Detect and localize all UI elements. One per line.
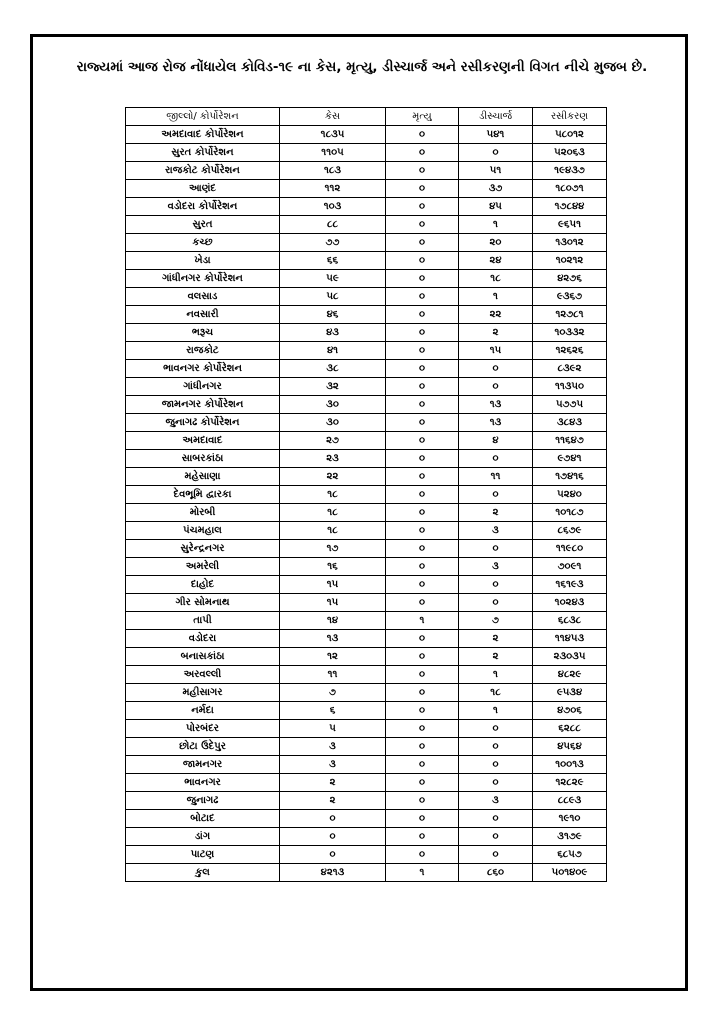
cell-deaths: ૦: [386, 144, 459, 162]
cell-deaths: ૦: [386, 558, 459, 576]
table-row: [126, 216, 607, 234]
cell-discharge: ૦: [459, 594, 533, 612]
cell-district: જામનગર કોર્પોરેશન: [126, 396, 280, 414]
cell-deaths: ૦: [386, 576, 459, 594]
table-row: [126, 378, 607, 396]
cell-vaccination: ૧૭૮૪૪: [533, 198, 607, 216]
cell-cases: ૫૯: [280, 270, 386, 288]
table-row: [126, 702, 607, 720]
cell-vaccination: ૪૭૦૬: [533, 702, 607, 720]
cell-discharge: ૮૬૦: [459, 864, 533, 882]
cell-district: વલસાડ: [126, 288, 280, 306]
cell-district: દેવભૂમિ દ્વારકા: [126, 486, 280, 504]
cell-cases: ૫૮: [280, 288, 386, 306]
cell-cases: ૦: [280, 846, 386, 864]
cell-cases: ૨: [280, 792, 386, 810]
cell-district: ભાવનગર: [126, 774, 280, 792]
cell-deaths: ૧: [386, 864, 459, 882]
cell-district: ભરૂચ: [126, 324, 280, 342]
cell-vaccination: ૬૮૫૭: [533, 846, 607, 864]
cell-cases: ૪૬: [280, 306, 386, 324]
cell-vaccination: ૧૨૭૮૧: [533, 306, 607, 324]
cell-vaccination: ૯૩૬૭: [533, 288, 607, 306]
header-vaccination: રસીકરણ: [533, 108, 607, 126]
cell-discharge: ૨: [459, 324, 533, 342]
cell-discharge: ૨: [459, 648, 533, 666]
cell-cases: ૬૬: [280, 252, 386, 270]
cell-discharge: ૩: [459, 792, 533, 810]
cell-district: નવસારી: [126, 306, 280, 324]
cell-district: પાટણ: [126, 846, 280, 864]
cell-cases: ૭: [280, 684, 386, 702]
cell-deaths: ૦: [386, 306, 459, 324]
cell-deaths: ૦: [386, 450, 459, 468]
cell-discharge: ૧૮: [459, 684, 533, 702]
table-row: [126, 126, 607, 144]
cell-deaths: ૦: [386, 720, 459, 738]
cell-vaccination: ૪૫૬૪: [533, 738, 607, 756]
table-row: [126, 810, 607, 828]
cell-cases: ૨૭: [280, 432, 386, 450]
cell-discharge: ૧૧: [459, 468, 533, 486]
cell-district: પોરબંદર: [126, 720, 280, 738]
cell-deaths: ૦: [386, 468, 459, 486]
table-row: [126, 450, 607, 468]
cell-cases: ૧૧૨: [280, 180, 386, 198]
cell-district: સુરત: [126, 216, 280, 234]
cell-deaths: ૦: [386, 252, 459, 270]
cell-discharge: ૦: [459, 720, 533, 738]
table-row: [126, 180, 607, 198]
cell-discharge: ૩: [459, 522, 533, 540]
cell-vaccination: ૬૮૩૮: [533, 612, 607, 630]
table-row: [126, 558, 607, 576]
cell-district: કુલ: [126, 864, 280, 882]
cell-vaccination: ૨૩૦૩૫: [533, 648, 607, 666]
cell-discharge: ૦: [459, 774, 533, 792]
cell-district: અમદાવાદ: [126, 432, 280, 450]
cell-district: કચ્છ: [126, 234, 280, 252]
cell-cases: ૨: [280, 774, 386, 792]
cell-cases: ૧૬: [280, 558, 386, 576]
cell-cases: ૩૦: [280, 414, 386, 432]
table-row: [126, 162, 607, 180]
table-row: [126, 576, 607, 594]
table-row: [126, 234, 607, 252]
header-district: જીલ્લો/ કોર્પોરેશન: [126, 108, 280, 126]
cell-discharge: ૧: [459, 216, 533, 234]
cell-vaccination: ૭૦૯૧: [533, 558, 607, 576]
cell-cases: ૧૧: [280, 666, 386, 684]
cell-discharge: ૫૪૧: [459, 126, 533, 144]
cell-discharge: ૪૫: [459, 198, 533, 216]
cell-deaths: ૦: [386, 774, 459, 792]
cell-vaccination: ૫૭૭૫: [533, 396, 607, 414]
cell-district: વડોદરા: [126, 630, 280, 648]
cell-deaths: ૦: [386, 702, 459, 720]
cell-cases: ૩૦: [280, 396, 386, 414]
cell-deaths: ૦: [386, 630, 459, 648]
table-row: [126, 540, 607, 558]
cell-vaccination: ૧૮૦૭૧: [533, 180, 607, 198]
cell-district: અમરેલી: [126, 558, 280, 576]
cell-vaccination: ૩૧૭૯: [533, 828, 607, 846]
cell-deaths: ૦: [386, 810, 459, 828]
table-row: [126, 270, 607, 288]
table-row: [126, 198, 607, 216]
cell-discharge: ૫૧: [459, 162, 533, 180]
cell-vaccination: ૫૮૦૧૨: [533, 126, 607, 144]
cell-deaths: ૦: [386, 792, 459, 810]
cell-cases: ૧૮૩: [280, 162, 386, 180]
cell-discharge: ૦: [459, 810, 533, 828]
cell-deaths: ૦: [386, 666, 459, 684]
cell-cases: ૧૫: [280, 594, 386, 612]
cell-cases: ૮૮: [280, 216, 386, 234]
cell-deaths: ૦: [386, 288, 459, 306]
cell-discharge: ૧: [459, 666, 533, 684]
cell-cases: ૩: [280, 756, 386, 774]
cell-deaths: ૦: [386, 522, 459, 540]
cell-deaths: ૦: [386, 378, 459, 396]
cell-vaccination: ૧૬૧૯૩: [533, 576, 607, 594]
table-row: [126, 432, 607, 450]
cell-discharge: ૦: [459, 738, 533, 756]
cell-district: ગીર સોમનાથ: [126, 594, 280, 612]
cell-vaccination: ૯૭૪૧: [533, 450, 607, 468]
cell-deaths: ૦: [386, 324, 459, 342]
cell-cases: ૧૭: [280, 540, 386, 558]
table-row: [126, 306, 607, 324]
cell-cases: ૧૮: [280, 504, 386, 522]
cell-discharge: ૧૩: [459, 414, 533, 432]
cell-vaccination: ૧૧૯૮૦: [533, 540, 607, 558]
cell-vaccination: ૧૦૨૧૨: [533, 252, 607, 270]
cell-district: ગાંધીનગર કોર્પોરેશન: [126, 270, 280, 288]
header-discharge: ડીસ્ચાર્જ: [459, 108, 533, 126]
table-row: [126, 738, 607, 756]
cell-cases: ૧૮: [280, 522, 386, 540]
table-row: [126, 612, 607, 630]
cell-deaths: ૦: [386, 234, 459, 252]
cell-cases: ૧૨: [280, 648, 386, 666]
cell-discharge: ૦: [459, 378, 533, 396]
cell-cases: ૧૫: [280, 576, 386, 594]
cell-vaccination: ૧૨૮૨૯: [533, 774, 607, 792]
cell-discharge: ૦: [459, 144, 533, 162]
table-row: [126, 288, 607, 306]
cell-vaccination: ૧૦૧૮૭: [533, 504, 607, 522]
cell-deaths: ૦: [386, 846, 459, 864]
cell-discharge: ૪: [459, 432, 533, 450]
cell-cases: ૧૮: [280, 486, 386, 504]
table-row: [126, 666, 607, 684]
cell-cases: ૩૨: [280, 378, 386, 396]
cell-deaths: ૦: [386, 756, 459, 774]
cell-district: સુરેન્દ્રનગર: [126, 540, 280, 558]
cell-district: બનાસકાંઠા: [126, 648, 280, 666]
cell-district: મોરબી: [126, 504, 280, 522]
cell-cases: ૧૩: [280, 630, 386, 648]
table-row: [126, 648, 607, 666]
table-row: [126, 828, 607, 846]
cell-deaths: ૦: [386, 126, 459, 144]
cell-cases: ૪૧: [280, 342, 386, 360]
table-header-row: [126, 108, 607, 126]
cell-cases: ૦: [280, 810, 386, 828]
cell-district: અરવલ્લી: [126, 666, 280, 684]
cell-district: જુનાગઢ: [126, 792, 280, 810]
cell-deaths: ૦: [386, 486, 459, 504]
table-row: [126, 846, 607, 864]
cell-vaccination: ૧૨૬૨૬: [533, 342, 607, 360]
cell-vaccination: ૧૭૪૧૬: [533, 468, 607, 486]
cell-deaths: ૦: [386, 162, 459, 180]
cell-district: ભાવનગર કોર્પોરેશન: [126, 360, 280, 378]
cell-district: રાજકોટ કોર્પોરેશન: [126, 162, 280, 180]
table-row: [126, 504, 607, 522]
cell-vaccination: ૧૩૦૧૨: [533, 234, 607, 252]
cell-vaccination: ૧૧૬૪૭: [533, 432, 607, 450]
cell-vaccination: ૮૮૯૩: [533, 792, 607, 810]
table-row: [126, 594, 607, 612]
cell-cases: ૧૮૩૫: [280, 126, 386, 144]
cell-district: નર્મદા: [126, 702, 280, 720]
cell-discharge: ૨૪: [459, 252, 533, 270]
cell-vaccination: ૧૦૩૩૨: [533, 324, 607, 342]
cell-discharge: ૧૩: [459, 396, 533, 414]
table-row: [126, 756, 607, 774]
cell-cases: ૦: [280, 828, 386, 846]
cell-cases: ૭૭: [280, 234, 386, 252]
cell-district: વડોદરા કોર્પોરેશન: [126, 198, 280, 216]
cell-district: સાબરકાંઠા: [126, 450, 280, 468]
cell-cases: ૫: [280, 720, 386, 738]
cell-district: દાહોદ: [126, 576, 280, 594]
cell-cases: ૧૪: [280, 612, 386, 630]
table-row: [126, 252, 607, 270]
cell-deaths: ૦: [386, 216, 459, 234]
cell-vaccination: ૧૯૪૩૭: [533, 162, 607, 180]
table-row: [126, 324, 607, 342]
cell-district: બોટાદ: [126, 810, 280, 828]
cell-cases: ૩૮: [280, 360, 386, 378]
cell-discharge: ૧: [459, 702, 533, 720]
cell-discharge: ૧: [459, 288, 533, 306]
table-row: [126, 486, 607, 504]
cell-vaccination: ૧૯૧૦: [533, 810, 607, 828]
cell-deaths: ૦: [386, 540, 459, 558]
cell-cases: ૪૨૧૩: [280, 864, 386, 882]
cell-district: સુરત કોર્પોરેશન: [126, 144, 280, 162]
cell-vaccination: ૧૧૪૫૩: [533, 630, 607, 648]
cell-deaths: ૦: [386, 198, 459, 216]
cell-deaths: ૦: [386, 648, 459, 666]
header-cases: કેસ: [280, 108, 386, 126]
cell-district: ડાંગ: [126, 828, 280, 846]
cell-district: છોટા ઉદેપુર: [126, 738, 280, 756]
table-row: [126, 630, 607, 648]
cell-vaccination: ૧૧૩૫૦: [533, 378, 607, 396]
table-row: [126, 468, 607, 486]
cell-deaths: ૦: [386, 828, 459, 846]
cell-discharge: ૨૨: [459, 306, 533, 324]
cell-discharge: ૩: [459, 558, 533, 576]
table-row: [126, 774, 607, 792]
table-body: [126, 126, 607, 882]
cell-vaccination: ૪૮૨૯: [533, 666, 607, 684]
cell-district: જામનગર: [126, 756, 280, 774]
cell-vaccination: ૯૬૫૧: [533, 216, 607, 234]
cell-district: આણંદ: [126, 180, 280, 198]
cell-discharge: ૨: [459, 504, 533, 522]
cell-cases: ૨૨: [280, 468, 386, 486]
table-row: [126, 720, 607, 738]
cell-cases: ૪૩: [280, 324, 386, 342]
cell-district: તાપી: [126, 612, 280, 630]
cell-deaths: ૦: [386, 504, 459, 522]
cell-district: મહીસાગર: [126, 684, 280, 702]
cell-deaths: ૦: [386, 414, 459, 432]
cell-vaccination: ૮૩૯૨: [533, 360, 607, 378]
cell-discharge: ૦: [459, 360, 533, 378]
cell-vaccination: ૬૨૮૮: [533, 720, 607, 738]
cell-deaths: ૦: [386, 738, 459, 756]
table-row: [126, 414, 607, 432]
cell-discharge: ૨૦: [459, 234, 533, 252]
cell-district: અમદાવાદ કોર્પોરેશન: [126, 126, 280, 144]
cell-discharge: ૦: [459, 846, 533, 864]
cell-district: ગાંધીનગર: [126, 378, 280, 396]
cell-discharge: ૦: [459, 540, 533, 558]
cell-vaccination: ૧૦૨૪૩: [533, 594, 607, 612]
table-row: [126, 684, 607, 702]
cell-deaths: ૦: [386, 396, 459, 414]
cell-discharge: ૭: [459, 612, 533, 630]
cell-deaths: ૦: [386, 270, 459, 288]
cell-district: રાજકોટ: [126, 342, 280, 360]
header-deaths: મૃત્યુ: [386, 108, 459, 126]
table-row: [126, 144, 607, 162]
page-title: રાજ્યમાં આજ રોજ નોંધાયેલ કોવિડ-૧૯ ના કેસ, મૃત્યુ, ડીસ્ચાર્જ અને રસીકરણની વિગત નીચે મુજબ છે.: [76, 59, 648, 75]
cell-vaccination: ૮૬૭૯: [533, 522, 607, 540]
cell-discharge: ૦: [459, 450, 533, 468]
covid-table: [125, 107, 607, 882]
table-row: [126, 522, 607, 540]
cell-cases: ૨૩: [280, 450, 386, 468]
cell-vaccination: ૫૨૦૬૩: [533, 144, 607, 162]
cell-deaths: ૦: [386, 342, 459, 360]
cell-vaccination: ૩૮૪૩: [533, 414, 607, 432]
cell-cases: ૩: [280, 738, 386, 756]
cell-deaths: ૦: [386, 432, 459, 450]
cell-district: જુનાગઢ કોર્પોરેશન: [126, 414, 280, 432]
table-total-row: [126, 864, 607, 882]
cell-vaccination: ૯૫૩૪: [533, 684, 607, 702]
cell-discharge: ૦: [459, 576, 533, 594]
cell-deaths: ૦: [386, 684, 459, 702]
cell-vaccination: ૧૦૦૧૩: [533, 756, 607, 774]
cell-discharge: ૦: [459, 486, 533, 504]
cell-district: પંચમહાલ: [126, 522, 280, 540]
cell-district: ખેડા: [126, 252, 280, 270]
cell-deaths: ૦: [386, 594, 459, 612]
cell-discharge: ૦: [459, 756, 533, 774]
table-row: [126, 360, 607, 378]
cell-discharge: ૩૭: [459, 180, 533, 198]
cell-vaccination: ૫૨૪૦: [533, 486, 607, 504]
table-row: [126, 342, 607, 360]
cell-deaths: ૦: [386, 180, 459, 198]
cell-vaccination: ૪૨૭૬: [533, 270, 607, 288]
table-row: [126, 396, 607, 414]
cell-cases: ૧૦૩: [280, 198, 386, 216]
cell-cases: ૬: [280, 702, 386, 720]
cell-vaccination: ૫૦૧૪૦૯: [533, 864, 607, 882]
cell-deaths: ૦: [386, 360, 459, 378]
table-row: [126, 792, 607, 810]
cell-discharge: ૧૮: [459, 270, 533, 288]
cell-discharge: ૨: [459, 630, 533, 648]
cell-cases: ૧૧૦૫: [280, 144, 386, 162]
cell-district: મહેસાણા: [126, 468, 280, 486]
cell-discharge: ૦: [459, 828, 533, 846]
cell-deaths: ૧: [386, 612, 459, 630]
cell-discharge: ૧૫: [459, 342, 533, 360]
